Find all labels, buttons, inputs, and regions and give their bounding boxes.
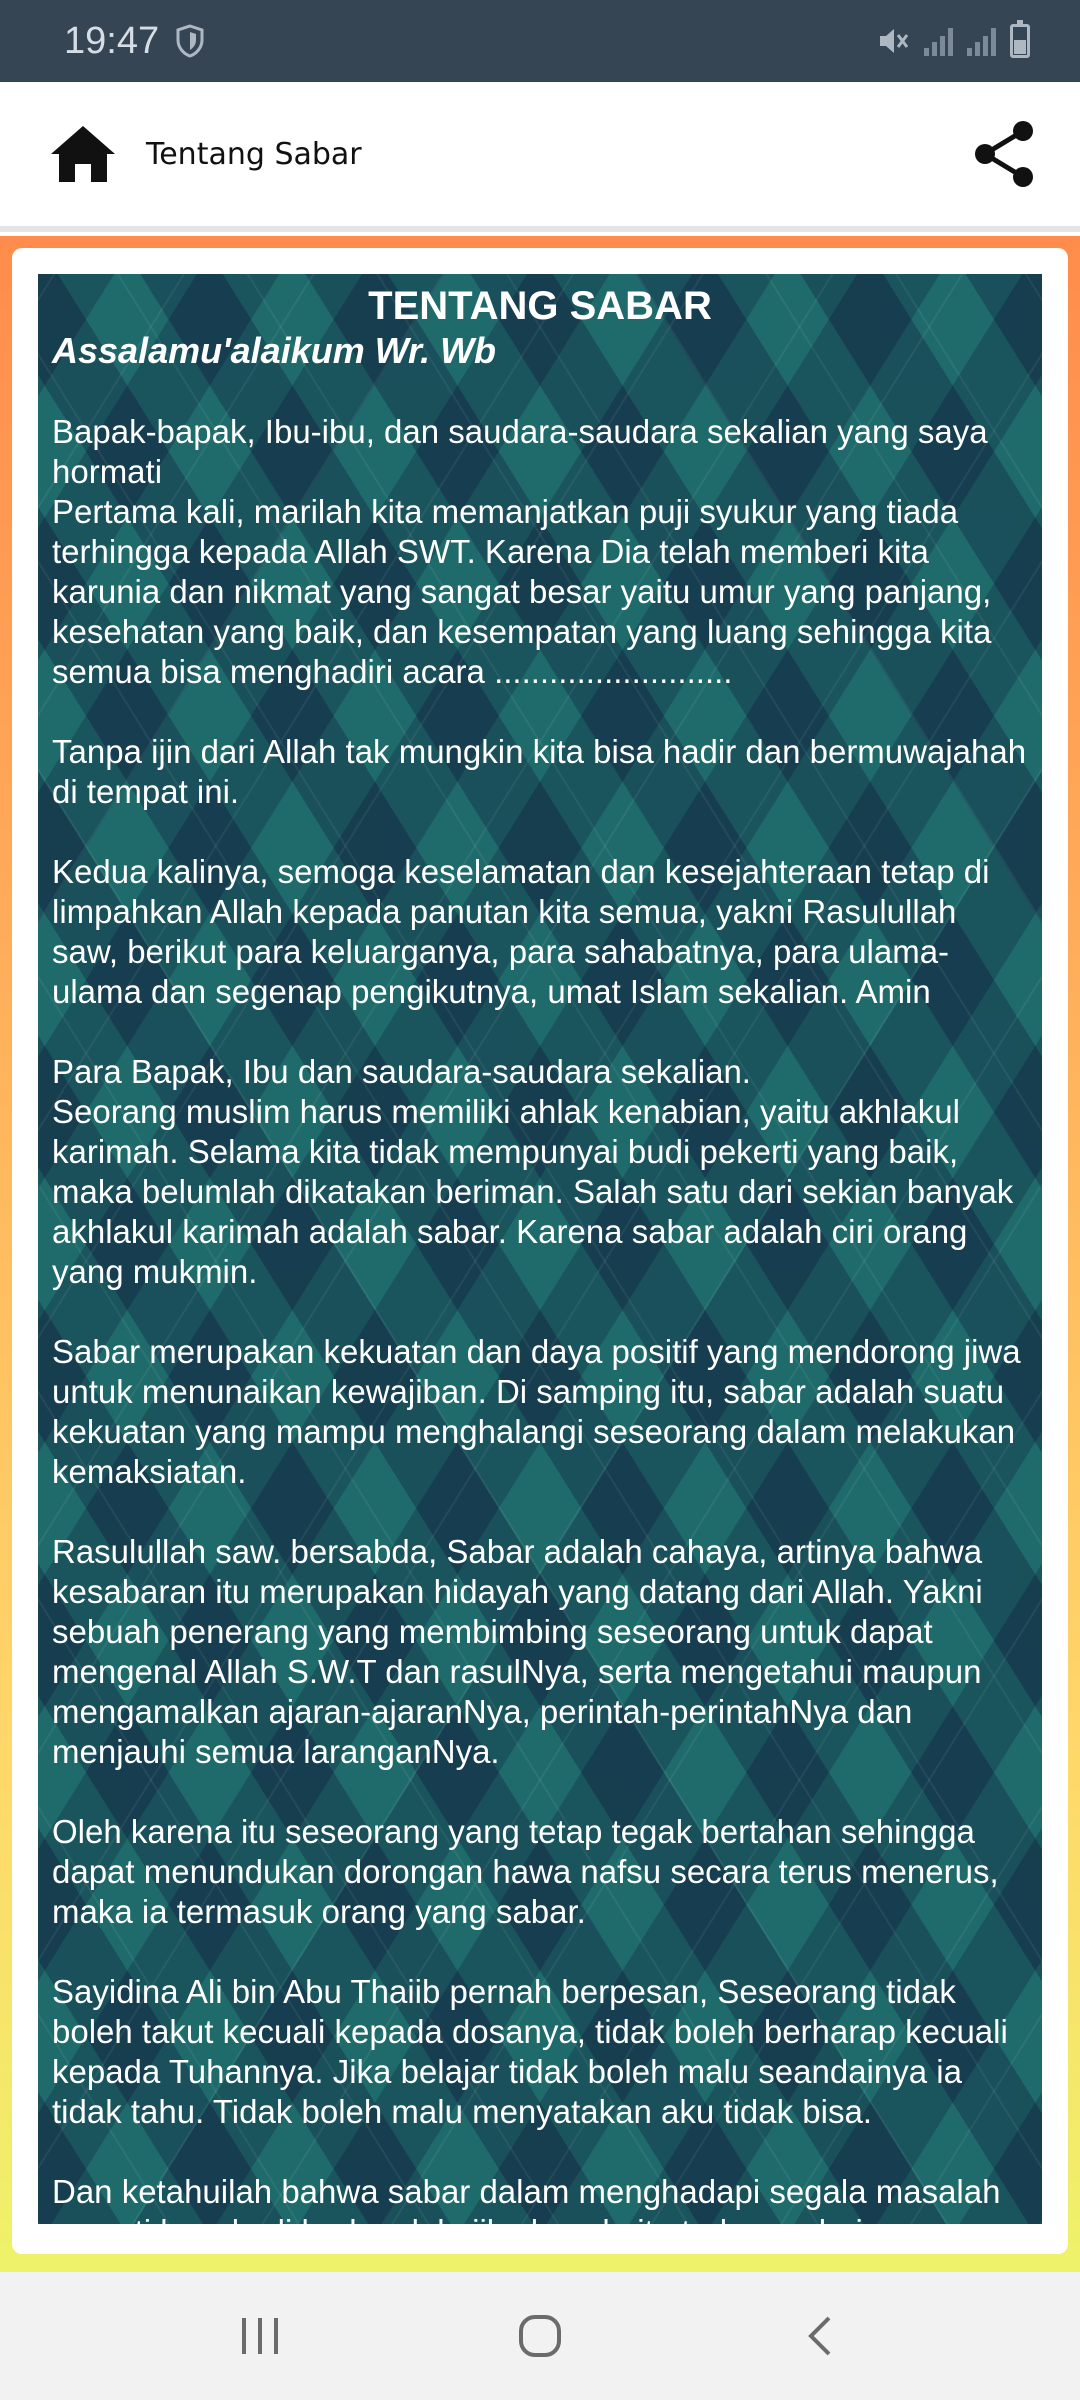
article-paragraph: Dan ketahuilah bahwa sabar dalam menghadapi segala masalah seperti kepala di badan, lalu jika kepala itu terlepas dari (52, 2173, 1001, 2250)
article-greeting: Assalamu'alaikum Wr. Wb (52, 330, 497, 371)
back-icon (805, 2314, 835, 2358)
recent-apps-icon (238, 2316, 282, 2356)
article-paragraph: Sabar merupakan kekuatan dan daya positif yang mendorong jiwa untuk menunaikan kewajiban. Di samping itu, sabar adalah suatu kekuatan yang mampu menghalangi seseorang dalam melakukan kemaksiatan. (52, 1333, 1021, 1490)
status-icons (876, 24, 1030, 58)
home-button[interactable] (44, 115, 122, 193)
page-title: Tentang Sabar (146, 136, 362, 172)
article-paragraph: Kedua kalinya, semoga keselamatan dan kesejahteraan tetap di limpahkan Allah kepada panutan kita semua, yakni Rasulullah saw, berikut para keluarganya, para sahabatnya, para ulama-ulama dan segenap pengikutnya, umat Islam sekalian. Amin (52, 853, 990, 1010)
recent-apps-button[interactable] (215, 2296, 305, 2376)
status-time: 19:47 (64, 19, 160, 62)
article-panel[interactable] (38, 274, 1042, 2250)
home-nav-button[interactable] (495, 2296, 585, 2376)
back-button[interactable] (775, 2296, 865, 2376)
article-paragraph: Tanpa ijin dari Allah tak mungkin kita bisa hadir dan bermuwajahah di tempat ini. (52, 733, 1027, 810)
content-card (12, 248, 1068, 2254)
signal-icon (967, 26, 996, 56)
home-icon (49, 124, 117, 184)
home-circle-icon (516, 2312, 564, 2360)
system-nav-bar (0, 2272, 1080, 2400)
content-frame (0, 236, 1080, 2272)
battery-icon (1010, 24, 1030, 58)
app-bar (0, 82, 1080, 232)
share-icon (971, 119, 1037, 189)
mute-icon (876, 24, 910, 58)
article-paragraph: Bapak-bapak, Ibu-ibu, dan saudara-saudara sekalian yang saya hormati Pertama kali, marilah kita memanjatkan puji syukur yang tiada terhingga kepada Allah SWT. Karena Dia telah memberi kita karunia dan nikmat yang sangat besar yaitu umur yang panjang, kesehatan yang baik, dan kesempatan yang luang sehingga kita semua bisa menghadiri acara .......................... (52, 413, 992, 690)
shield-icon (175, 24, 205, 58)
status-bar (0, 0, 1080, 82)
article-paragraph: Sayidina Ali bin Abu Thaiib pernah berpesan, Seseorang tidak boleh takut kecuali kepada dosanya, tidak boleh berharap kecuali kepada Tuhannya. Jika belajar tidak boleh malu seandainya ia tidak tahu. Tidak boleh malu menyatakan aku tidak bisa. (52, 1973, 1008, 2130)
share-button[interactable] (964, 114, 1044, 194)
article-paragraph: Rasulullah saw. bersabda, Sabar adalah cahaya, artinya bahwa kesabaran itu merupakan hidayah yang datang dari Allah. Yakni sebuah penerang yang membimbing seseorang untuk dapat mengenal Allah S.W.T dan rasulNya, serta mengetahui maupun mengamalkan ajaran-ajaranNya, perintah-perintahNya dan menjauhi semua laranganNya. (52, 1533, 983, 1770)
article-title: TENTANG SABAR (368, 284, 712, 328)
article-paragraph: Oleh karena itu seseorang yang tetap tegak bertahan sehingga dapat menundukan dorongan hawa nafsu secara terus menerus, maka ia termasuk orang yang sabar. (52, 1813, 999, 1930)
signal-icon (924, 26, 953, 56)
article-paragraph: Para Bapak, Ibu dan saudara-saudara sekalian. Seorang muslim harus memiliki ahlak kenabian, yaitu akhlakul karimah. Selama kita tidak mempunyai budi pekerti yang baik, maka belumlah dikatakan beriman. Salah satu dari sekian banyak akhlakul karimah adalah sabar. Karena sabar adalah ciri orang yang mukmin. (52, 1053, 1014, 1290)
